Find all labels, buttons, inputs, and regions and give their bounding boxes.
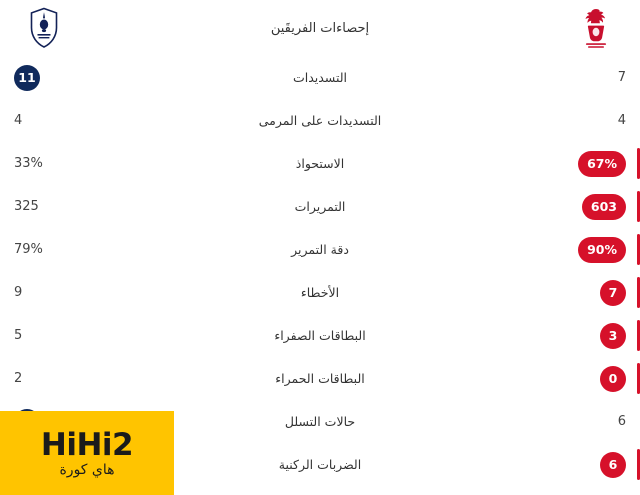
home-value: 603 [582,194,626,220]
home-value: 7 [617,70,626,85]
home-value: 6 [600,452,626,478]
away-value: 325 [14,199,39,214]
away-value-cell [0,113,96,128]
watermark-badge [0,411,174,495]
table-row [0,99,640,142]
home-value: 0 [600,366,626,392]
stat-label: التسديدات على المرمى [258,113,382,128]
stat-label: حالات التسلل [284,414,356,429]
away-value-cell [0,328,96,343]
liverpool-crest [576,6,616,50]
home-value-cell [544,280,640,306]
table-row [0,357,640,400]
home-value: 6 [617,414,626,429]
home-value-cell [544,452,640,478]
tottenham-crest [24,6,64,50]
home-value-cell [544,151,640,177]
watermark-subtitle: هاي كورة [59,461,115,478]
away-value-cell [0,371,96,386]
table-row [0,228,640,271]
away-value: 9 [14,285,23,300]
home-value: 67% [578,151,626,177]
home-value-cell [544,70,640,85]
home-value: 90% [578,237,626,263]
away-value: 79% [14,242,43,257]
home-value: 3 [600,323,626,349]
page-title: إحصاءات الفريقَين [270,20,370,36]
away-value: 2 [14,371,23,386]
table-row [0,185,640,228]
home-value: 4 [617,113,626,128]
away-value: 5 [14,328,23,343]
stat-label: البطاقات الحمراء [275,371,365,386]
away-value: 33% [14,156,43,171]
table-row [0,271,640,314]
home-value-cell [544,237,640,263]
home-value-cell [544,194,640,220]
stat-label: دقة التمرير [291,242,349,257]
watermark-title: HiHi2 [40,426,134,463]
home-value-cell [544,113,640,128]
home-value: 7 [600,280,626,306]
stat-label: الضربات الركنية [278,457,362,472]
away-value-cell [0,65,96,91]
stat-label: الأخطاء [300,285,340,300]
stat-label: التسديدات [292,70,348,85]
away-value-cell [0,199,96,214]
stats-header [0,0,640,56]
stat-label: التمريرات [294,199,346,214]
away-value: 11 [14,65,40,91]
home-value-cell [544,414,640,429]
table-row [0,314,640,357]
away-value-cell [0,156,96,171]
away-value: 4 [14,113,23,128]
away-value-cell [0,242,96,257]
home-value-cell [544,323,640,349]
stat-label: الاستحواذ [295,156,345,171]
stat-label: البطاقات الصفراء [274,328,366,343]
home-value-cell [544,366,640,392]
away-value-cell [0,285,96,300]
table-row [0,142,640,185]
table-row [0,56,640,99]
